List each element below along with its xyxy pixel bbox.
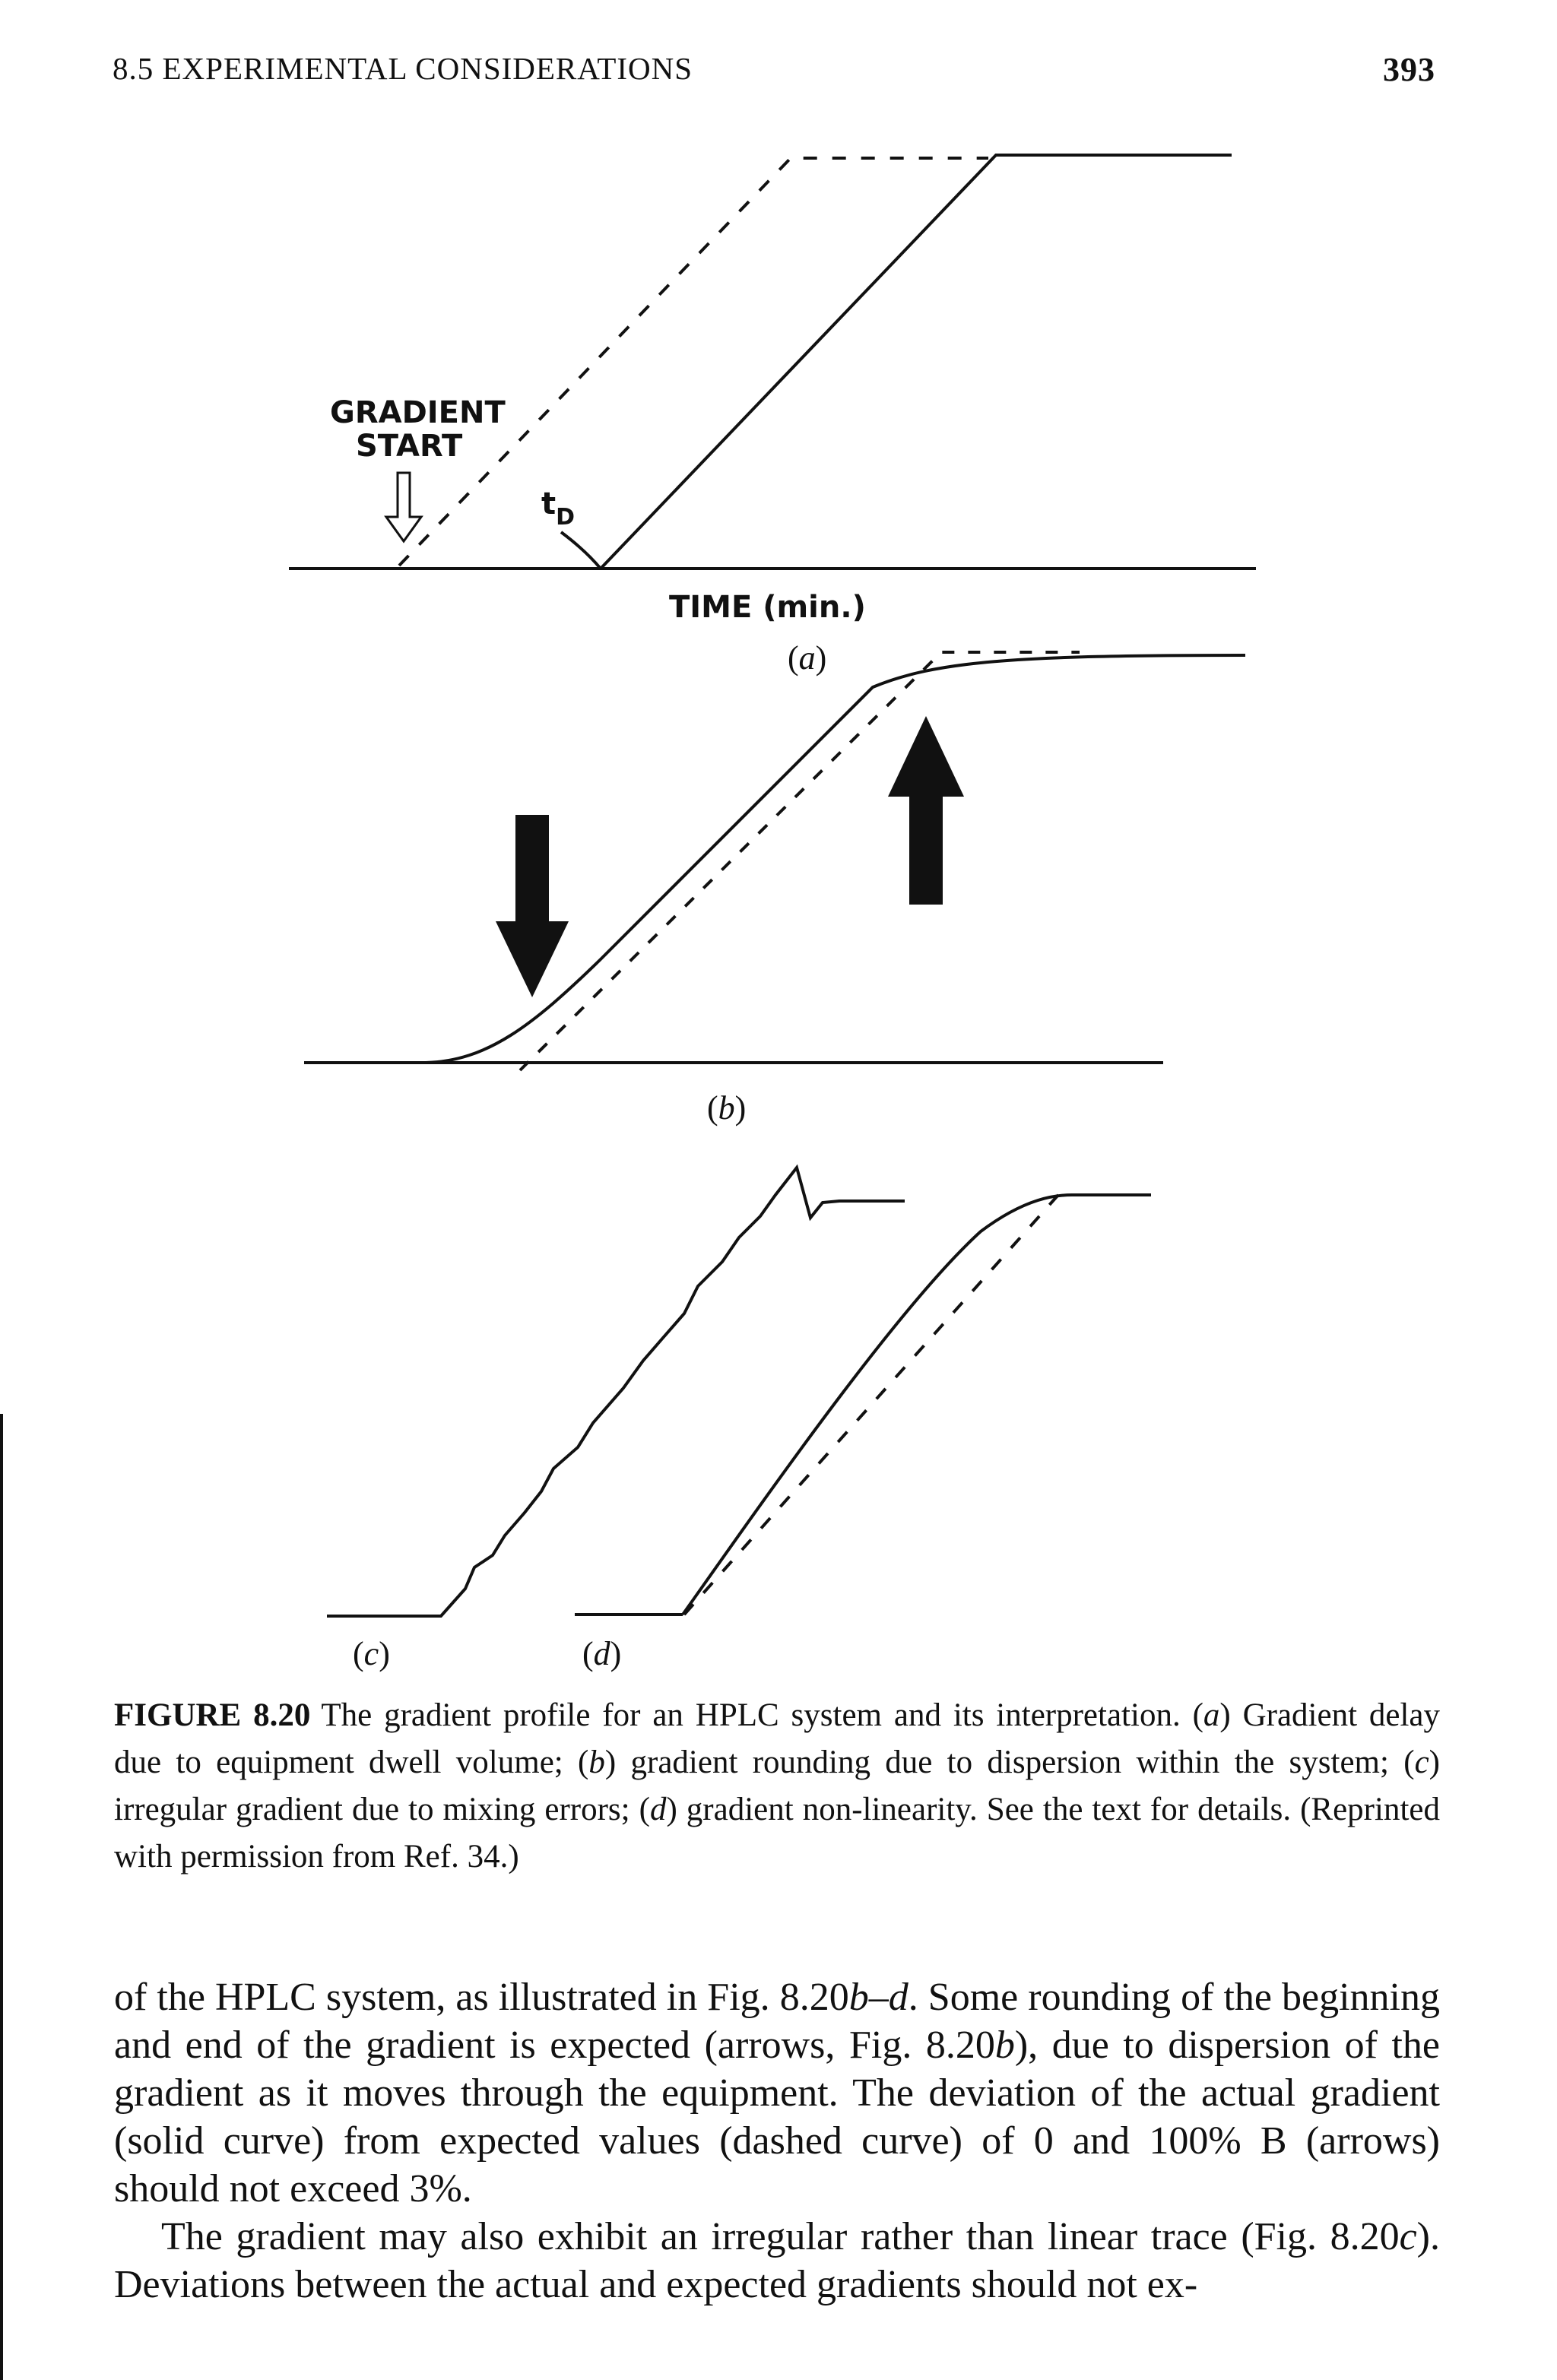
panel-c-letter: (c) (353, 1635, 390, 1672)
figure-caption: FIGURE 8.20 The gradient profile for an HPLC system and its interpretation. (a) Gradient delay due to equipment dwell volume; (b) gradient rounding due to dispersion within the system; (c) irregular gradient due to mixing errors; (d) gradient non-linearity. See the text for details. (Reprinted with permission from Ref. 34.) (114, 1697, 1441, 1875)
caption-part-text: irregular gradient due to mixing errors; (114, 1792, 639, 1827)
body-text (114, 1973, 1440, 2309)
panel-b-expected-gradient (520, 652, 1080, 1070)
caption-part-letter: a (1203, 1697, 1220, 1733)
caption-part-letter: c (1414, 1745, 1429, 1780)
figure-label: FIGURE 8.20 (114, 1697, 311, 1733)
paragraph: of the HPLC system, as illustrated in Fig. 8.20b–d. Some rounding of the beginning and end of the gradient is expected (arrows, Fig. 8.20b), due to dispersion of the gradient as it moves through the equipment. The deviation of the actual gradient (solid curve) from expected values (dashed curve) of 0 and 100% B (arrows) should not exceed 3%. (114, 1976, 1441, 2210)
caption-closing: See the text for details. (Reprinted with permission from Ref. 34.) (114, 1792, 1440, 1875)
caption-part-text: gradient rounding due to dispersion within the system; (616, 1745, 1404, 1780)
panel-b-letter: (b) (707, 1089, 747, 1127)
caption-part-text: Gradient delay due to equipment dwell volume; (114, 1697, 1441, 1780)
caption-part-text: gradient non-linearity. (677, 1792, 987, 1827)
gradient-start-label-2: START (356, 429, 463, 464)
delay-time-label (541, 486, 575, 531)
caption-part-letter: d (649, 1792, 667, 1827)
paragraph: The gradient may also exhibit an irregular rather than linear trace (Fig. 8.20c). Deviations between the actual and expected gradients should not ex- (114, 2215, 1440, 2306)
panel-a (289, 155, 1256, 569)
panel-b (304, 652, 1245, 1070)
page-number: 393 (1383, 51, 1435, 88)
time-axis-label: TIME (min.) (669, 590, 866, 625)
panel-d (575, 1195, 1151, 1615)
start-rounding-arrow-icon (496, 815, 569, 997)
panel-a-actual-gradient (601, 155, 1232, 569)
panel-c (327, 1168, 905, 1616)
running-title: 8.5 EXPERIMENTAL CONSIDERATIONS (113, 51, 693, 86)
panel-a-delay-pointer (561, 532, 601, 569)
delay-time-symbol: t (541, 486, 557, 521)
gradient-start-arrow-icon (386, 473, 421, 541)
panel-a-programmed-gradient (399, 158, 988, 566)
end-rounding-arrow-icon (888, 716, 964, 905)
caption-intro: The gradient profile for an HPLC system and its interpretation. (321, 1697, 1181, 1733)
gradient-start-label-1: GRADIENT (330, 395, 506, 430)
delay-time-subscript: D (556, 504, 576, 531)
panel-d-nonlinear-gradient (683, 1195, 1151, 1615)
caption-part-letter: b (588, 1745, 605, 1780)
panel-a-letter: (a) (788, 639, 827, 677)
panel-c-irregular-gradient (327, 1168, 905, 1616)
panel-d-letter: (d) (582, 1635, 622, 1672)
panel-d-linear-reference (684, 1195, 1058, 1615)
